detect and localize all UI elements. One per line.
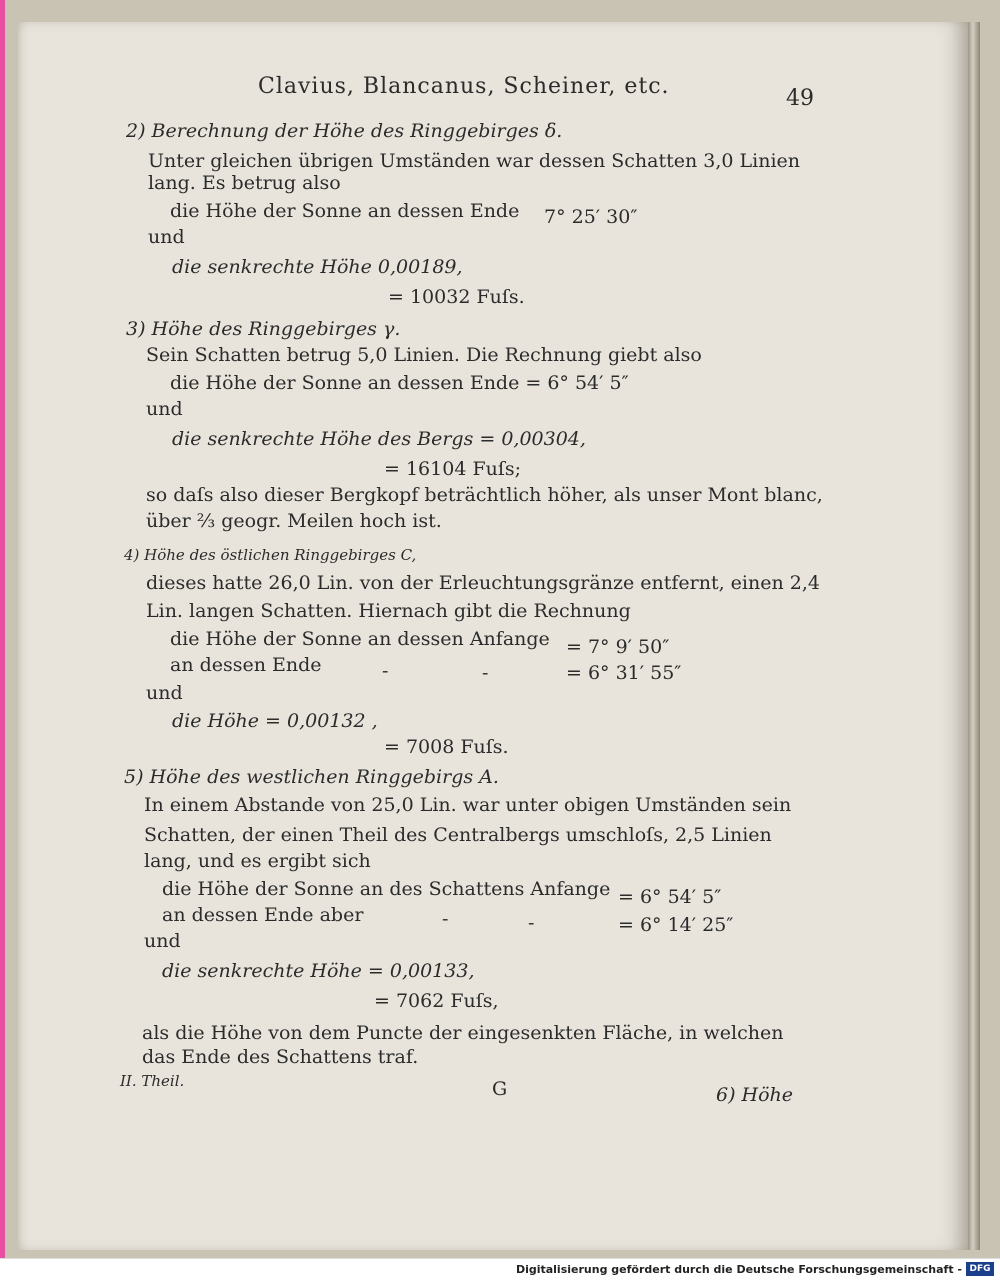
section-2-value: 7° 25′ 30″: [544, 206, 638, 228]
section-4-line: die Höhe = 0,00132 ,: [172, 710, 378, 732]
section-5-dash: -: [528, 912, 535, 934]
section-5-value: = 6° 14′ 25″: [618, 914, 734, 936]
section-2-line: Unter gleichen übrigen Umständen war dessen Schatten 3,0 Linien: [148, 150, 801, 172]
signature-volume: II. Theil.: [120, 1072, 185, 1090]
section-4-line: die Höhe der Sonne an dessen Anfange: [170, 628, 550, 650]
section-5-dash: -: [442, 908, 449, 930]
section-4-heading: 4) Höhe des östlichen Ringgebirges C,: [124, 546, 417, 564]
signature-mark: G: [492, 1078, 508, 1100]
section-4-line: dieses hatte 26,0 Lin. von der Erleuchtungsgränze entfernt, einen 2,4: [146, 572, 820, 594]
section-5-line: an dessen Ende aber: [162, 904, 364, 926]
section-4-dash: -: [482, 662, 489, 684]
section-4-value: = 7° 9′ 50″: [566, 636, 670, 658]
section-2-und: und: [148, 226, 185, 248]
section-4-und: und: [146, 682, 183, 704]
section-3-line: über ⅔ geogr. Meilen hoch ist.: [146, 510, 442, 532]
section-4-line: an dessen Ende: [170, 654, 322, 676]
section-4-line: = 7008 Fuſs.: [384, 736, 509, 758]
section-3-line: so daſs also dieser Bergkopf beträchtlich höher, als unser Mont blanc,: [146, 484, 823, 506]
section-2-heading: 2) Berechnung der Höhe des Ringgebirges δ.: [126, 120, 563, 142]
funding-credit: Digitalisierung gefördert durch die Deutsche Forschungsgemeinschaft -: [515, 1263, 962, 1276]
section-2-line: die senkrechte Höhe 0,00189,: [172, 256, 463, 278]
section-3-line: die Höhe der Sonne an dessen Ende = 6° 54′ 5″: [170, 372, 629, 394]
section-5-heading: 5) Höhe des westlichen Ringgebirgs A.: [124, 766, 499, 788]
section-5-line: das Ende des Schattens traf.: [142, 1046, 419, 1068]
section-5-line: In einem Abstande von 25,0 Lin. war unter obigen Umständen sein: [144, 794, 792, 816]
section-4-dash: -: [382, 660, 389, 682]
section-3-und: und: [146, 398, 183, 420]
section-3-line: = 16104 Fuſs;: [384, 458, 522, 480]
section-3-line: die senkrechte Höhe des Bergs = 0,00304,: [172, 428, 586, 450]
section-4-line: Lin. langen Schatten. Hiernach gibt die Rechnung: [146, 600, 631, 622]
section-5-line: als die Höhe von dem Puncte der eingesenkten Fläche, in welchen: [142, 1022, 784, 1044]
section-5-line: die Höhe der Sonne an des Schattens Anfange: [162, 878, 611, 900]
scan-margin-strip: [0, 0, 5, 1258]
catchword: 6) Höhe: [716, 1084, 794, 1106]
page-edge: [968, 22, 980, 1250]
section-5-line: = 7062 Fuſs,: [374, 990, 499, 1012]
section-5-line: die senkrechte Höhe = 0,00133,: [162, 960, 475, 982]
running-title: Clavius, Blancanus, Scheiner, etc.: [258, 74, 670, 99]
section-5-und: und: [144, 930, 181, 952]
section-2-line: lang. Es betrug also: [148, 172, 341, 194]
dfg-logo-icon: DFG: [966, 1262, 994, 1276]
section-5-line: lang, und es ergibt sich: [144, 850, 371, 872]
section-3-line: Sein Schatten betrug 5,0 Linien. Die Rechnung giebt also: [146, 344, 702, 366]
digitization-bar: [0, 1258, 1000, 1281]
section-2-line: = 10032 Fuſs.: [388, 286, 525, 308]
section-2-line: die Höhe der Sonne an dessen Ende: [170, 200, 520, 222]
section-5-line: Schatten, der einen Theil des Centralbergs umschloſs, 2,5 Linien: [144, 824, 772, 846]
section-5-value: = 6° 54′ 5″: [618, 886, 722, 908]
section-4-value: = 6° 31′ 55″: [566, 662, 682, 684]
page-number: 49: [786, 86, 814, 111]
section-3-heading: 3) Höhe des Ringgebirges γ.: [126, 318, 401, 340]
